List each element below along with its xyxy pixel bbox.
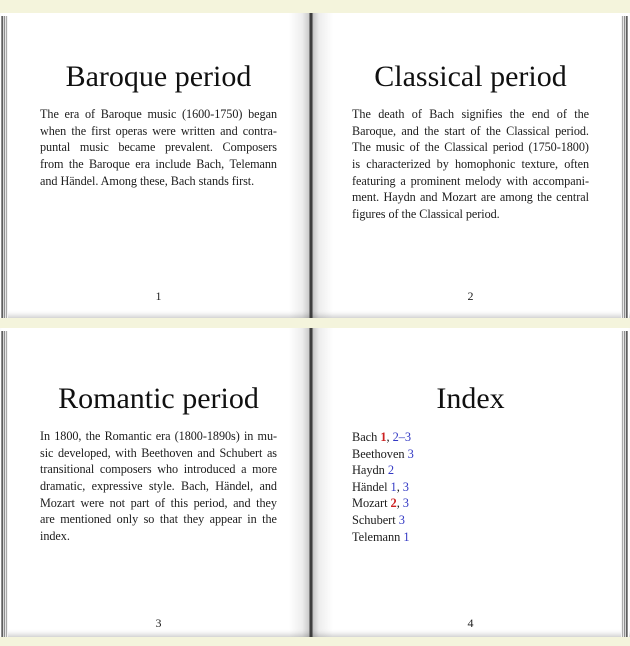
body-line: ment. Haydn and Mozart are among the central <box>352 190 589 205</box>
page-body <box>352 106 589 223</box>
index-term: Bach <box>352 430 381 444</box>
index-term: , <box>396 479 403 494</box>
body-line: The music of the Classical period (1750-1800) <box>352 140 589 155</box>
page-spread-bottom <box>0 328 630 637</box>
page-body <box>40 428 277 545</box>
body-line: Mozart were not part of this period, and they <box>40 495 277 510</box>
body-line: puntal music became prevalent. Composers <box>40 140 277 155</box>
page-3-content <box>40 381 277 637</box>
page-2-content <box>352 59 589 318</box>
index-term: Händel <box>352 479 391 494</box>
index-entry <box>352 529 589 546</box>
page-body <box>40 106 277 189</box>
index-term: , <box>396 496 403 511</box>
page-title: Classical period <box>374 60 567 93</box>
body-line: transitional composers who introduced a more <box>40 462 277 477</box>
page-1-content <box>40 59 277 318</box>
index-page-ref-link[interactable]: 1 <box>380 430 387 444</box>
page-number: 4 <box>467 616 474 630</box>
index-term: Telemann <box>352 529 404 544</box>
index-term: , <box>386 430 393 444</box>
page-title: Baroque period <box>65 60 252 93</box>
index-entry <box>352 512 589 529</box>
index-page-ref-link[interactable]: 3 <box>407 446 414 461</box>
index-page-ref-link[interactable]: 3 <box>398 512 405 527</box>
page-stack-edge-left <box>0 16 8 318</box>
body-line: index. <box>40 529 70 544</box>
index-page-ref-link[interactable]: 3 <box>402 479 409 494</box>
page-4-index <box>311 328 621 637</box>
body-line: when the first operas were written and contra- <box>40 123 277 138</box>
page-number: 3 <box>155 616 162 630</box>
index-page-ref-link[interactable]: 3 <box>402 496 409 511</box>
page-4-content <box>352 381 589 637</box>
body-line: are mentioned only so that they appear in the <box>40 512 277 527</box>
index-list <box>352 429 589 545</box>
index-term: Beethoven <box>352 446 408 461</box>
index-entry <box>352 446 589 463</box>
body-line: dramatic, expressive style. Bach, Händel, and <box>40 479 277 494</box>
index-term: Mozart <box>352 496 391 511</box>
page-3 <box>8 328 311 637</box>
index-page-ref-link[interactable]: 2 <box>387 463 394 478</box>
index-entry <box>352 462 589 479</box>
index-page-ref-link[interactable]: 2–3 <box>392 430 412 444</box>
page-stack-edge-right <box>621 16 629 318</box>
page-2 <box>311 13 621 318</box>
page-number: 1 <box>155 289 162 303</box>
page-number: 2 <box>467 289 474 303</box>
index-entry <box>352 479 589 496</box>
body-line: The death of Bach signifies the end of the <box>352 107 589 121</box>
page-title: Romantic period <box>58 382 259 415</box>
body-line: Baroque, and the start of the Classical period. <box>352 123 589 138</box>
page-spread-top <box>0 13 630 318</box>
page-stack-edge-right <box>621 331 629 637</box>
index-entry <box>352 495 589 512</box>
page-title: Index <box>436 382 505 415</box>
body-line: sic developed, with Beethoven and Schubert as <box>40 445 277 460</box>
body-line: figures of the Classical period. <box>352 207 500 222</box>
body-line: is characterized by homophonic texture, often <box>352 157 589 172</box>
index-term: Haydn <box>352 463 388 478</box>
body-line: featuring a prominent melody with accompani- <box>352 173 589 188</box>
index-term: Schubert <box>352 512 399 527</box>
index-entry <box>352 429 589 446</box>
body-line: The era of Baroque music (1600-1750) began <box>40 107 277 121</box>
body-line: from the Baroque era include Bach, Telemann <box>40 157 277 172</box>
index-page-ref-link[interactable]: 1 <box>390 479 397 494</box>
index-page-ref-link[interactable]: 2 <box>390 496 397 511</box>
body-line: and Händel. Among these, Bach stands first. <box>40 173 255 188</box>
page-1 <box>8 13 311 318</box>
index-page-ref-link[interactable]: 1 <box>403 529 410 544</box>
body-line: In 1800, the Romantic era (1800-1890s) in mu- <box>40 429 277 443</box>
page-stack-edge-left <box>0 331 8 637</box>
